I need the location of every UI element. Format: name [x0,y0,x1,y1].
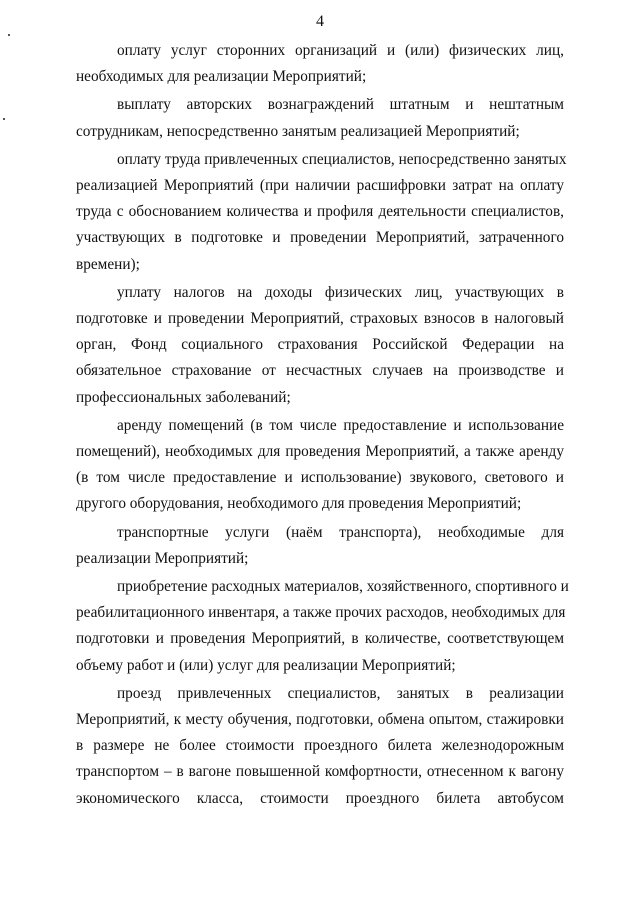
text-line: (в том числе предоставление и использование) звукового, светового и [76,469,564,487]
text-line: участвующих в подготовке и проведении Мероприятий, затраченного [76,229,564,247]
text-line: сотрудникам, непосредственно занятым реализацией Мероприятий; [76,122,520,140]
text-line: другого оборудования, необходимого для проведения Мероприятий; [76,495,522,513]
paragraph [76,92,564,144]
text-line: оплату труда привлеченных специалистов, непосредственно занятых [117,150,567,168]
text-line: реализации Мероприятий; [76,549,249,567]
paragraph [76,574,569,679]
text-line: труда с обоснованием количества и профиля деятельности специалистов, [76,203,564,221]
text-line: объему работ и (или) услуг для реализации Мероприятий; [76,656,456,674]
page-number: 4 [316,13,324,30]
text-line: выплату авторских вознаграждений штатным и нештатным [117,96,564,114]
text-line: экономического класса, стоимости проездного билета автобусом [76,789,564,807]
text-line: Мероприятий, к месту обучения, подготовки, обмена опытом, стажировки [76,711,564,729]
paragraph [76,520,564,572]
paragraph [76,280,564,411]
text-line: реализацией Мероприятий (при наличии расшифровки затрат на оплату [76,177,564,195]
text-line: необходимых для реализации Мероприятий; [76,68,367,86]
text-line: реабилитационного инвентаря, а также прочих расходов, необходимых для [76,604,566,622]
text-line: оплату услуг сторонних организаций и (или) физических лиц, [117,42,564,59]
text-line: помещений), необходимых для проведения Мероприятий, а также аренду [76,443,564,461]
paragraph [76,681,564,812]
scan-speck [8,34,10,36]
text-line: приобретение расходных материалов, хозяйственного, спортивного и [117,578,569,596]
text-line: подготовке и проведении Мероприятий, страховых взносов в налоговый [76,310,564,328]
paragraph [76,38,564,90]
text-line: в размере не более стоимости проездного билета железнодорожным [76,737,564,755]
text-line: проезд привлеченных специалистов, занятых в реализации [117,684,564,702]
text-line: уплату налогов на доходы физических лиц, участвующих в [117,283,564,301]
text-line: транспортные услуги (наём транспорта), необходимые для [117,523,564,541]
document-body [76,38,569,814]
paragraph [76,147,567,278]
scan-speck [3,118,5,120]
text-line: аренду помещений (в том числе предоставление и использование [117,416,564,434]
text-line: обязательное страхование от несчастных случаев на производстве и [76,362,564,380]
text-line: орган, Фонд социального страхования Российской Федерации на [76,336,564,354]
text-line: времени); [76,255,140,273]
text-line: профессиональных заболеваний; [76,388,291,406]
text-line: транспортом – в вагоне повышенной комфортности, отнесенном к вагону [76,763,564,781]
paragraph [76,413,564,518]
text-line: подготовки и проведения Мероприятий, в количестве, соответствующем [76,630,564,648]
